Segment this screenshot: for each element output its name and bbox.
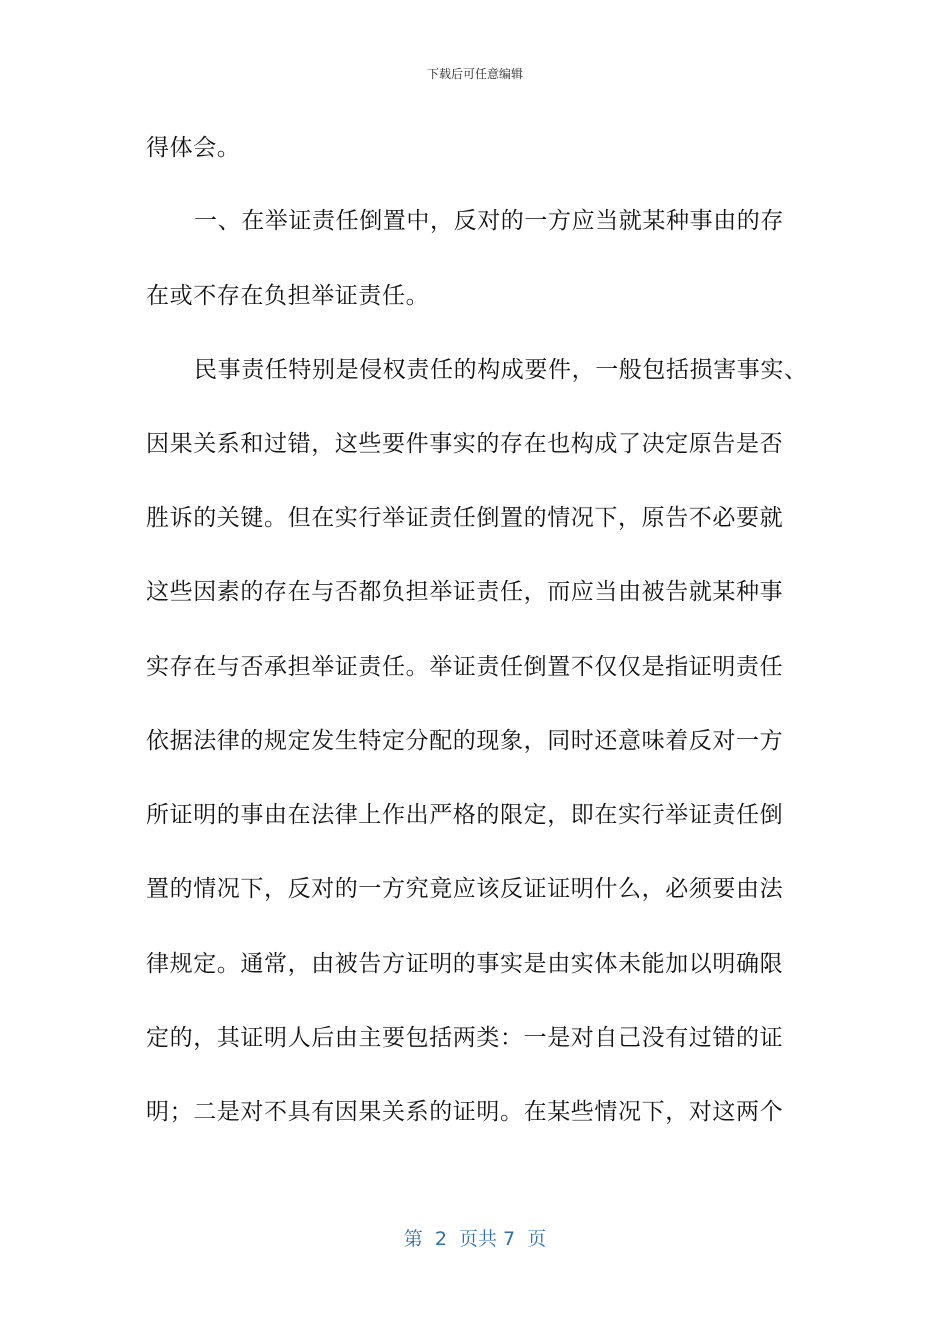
text-line: 依据法律的规定发生特定分配的现象，同时还意味着反对一方 (146, 728, 784, 754)
text-line: 所证明的事由在法律上作出严格的限定，即在实行举证责任倒 (146, 802, 784, 828)
text-line: 明；二是对不具有因果关系的证明。在某些情况下，对这两个 (146, 1099, 784, 1125)
paragraph-first-line: 民事责任特别是侵权责任的构成要件，一般包括损害事实、 (194, 357, 808, 383)
paragraph-first-line: 一、在举证责任倒置中，反对的一方应当就某种事由的存 (194, 208, 784, 234)
text-line: 实存在与否承担举证责任。举证责任倒置不仅仅是指证明责任 (146, 654, 784, 680)
text-line: 律规定。通常，由被告方证明的事实是由实体未能加以明确限 (146, 951, 784, 977)
text-line: 因果关系和过错，这些要件事实的存在也构成了决定原告是否 (146, 431, 784, 457)
text-line: 在或不存在负担举证责任。 (146, 283, 430, 309)
text-line: 得体会。 (146, 135, 241, 161)
text-line: 置的情况下，反对的一方究竟应该反证证明什么，必须要由法 (146, 876, 784, 902)
text-line: 定的，其证明人后由主要包括两类：一是对自己没有过错的证 (146, 1025, 784, 1051)
page-number-footer: 第 2 页共 7 页 (403, 1228, 547, 1250)
page-header: 下载后可任意编辑 (426, 67, 523, 81)
text-line: 这些因素的存在与否都负担举证责任，而应当由被告就某种事 (146, 579, 784, 605)
text-line: 胜诉的关键。但在实行举证责任倒置的情况下，原告不必要就 (146, 505, 784, 531)
